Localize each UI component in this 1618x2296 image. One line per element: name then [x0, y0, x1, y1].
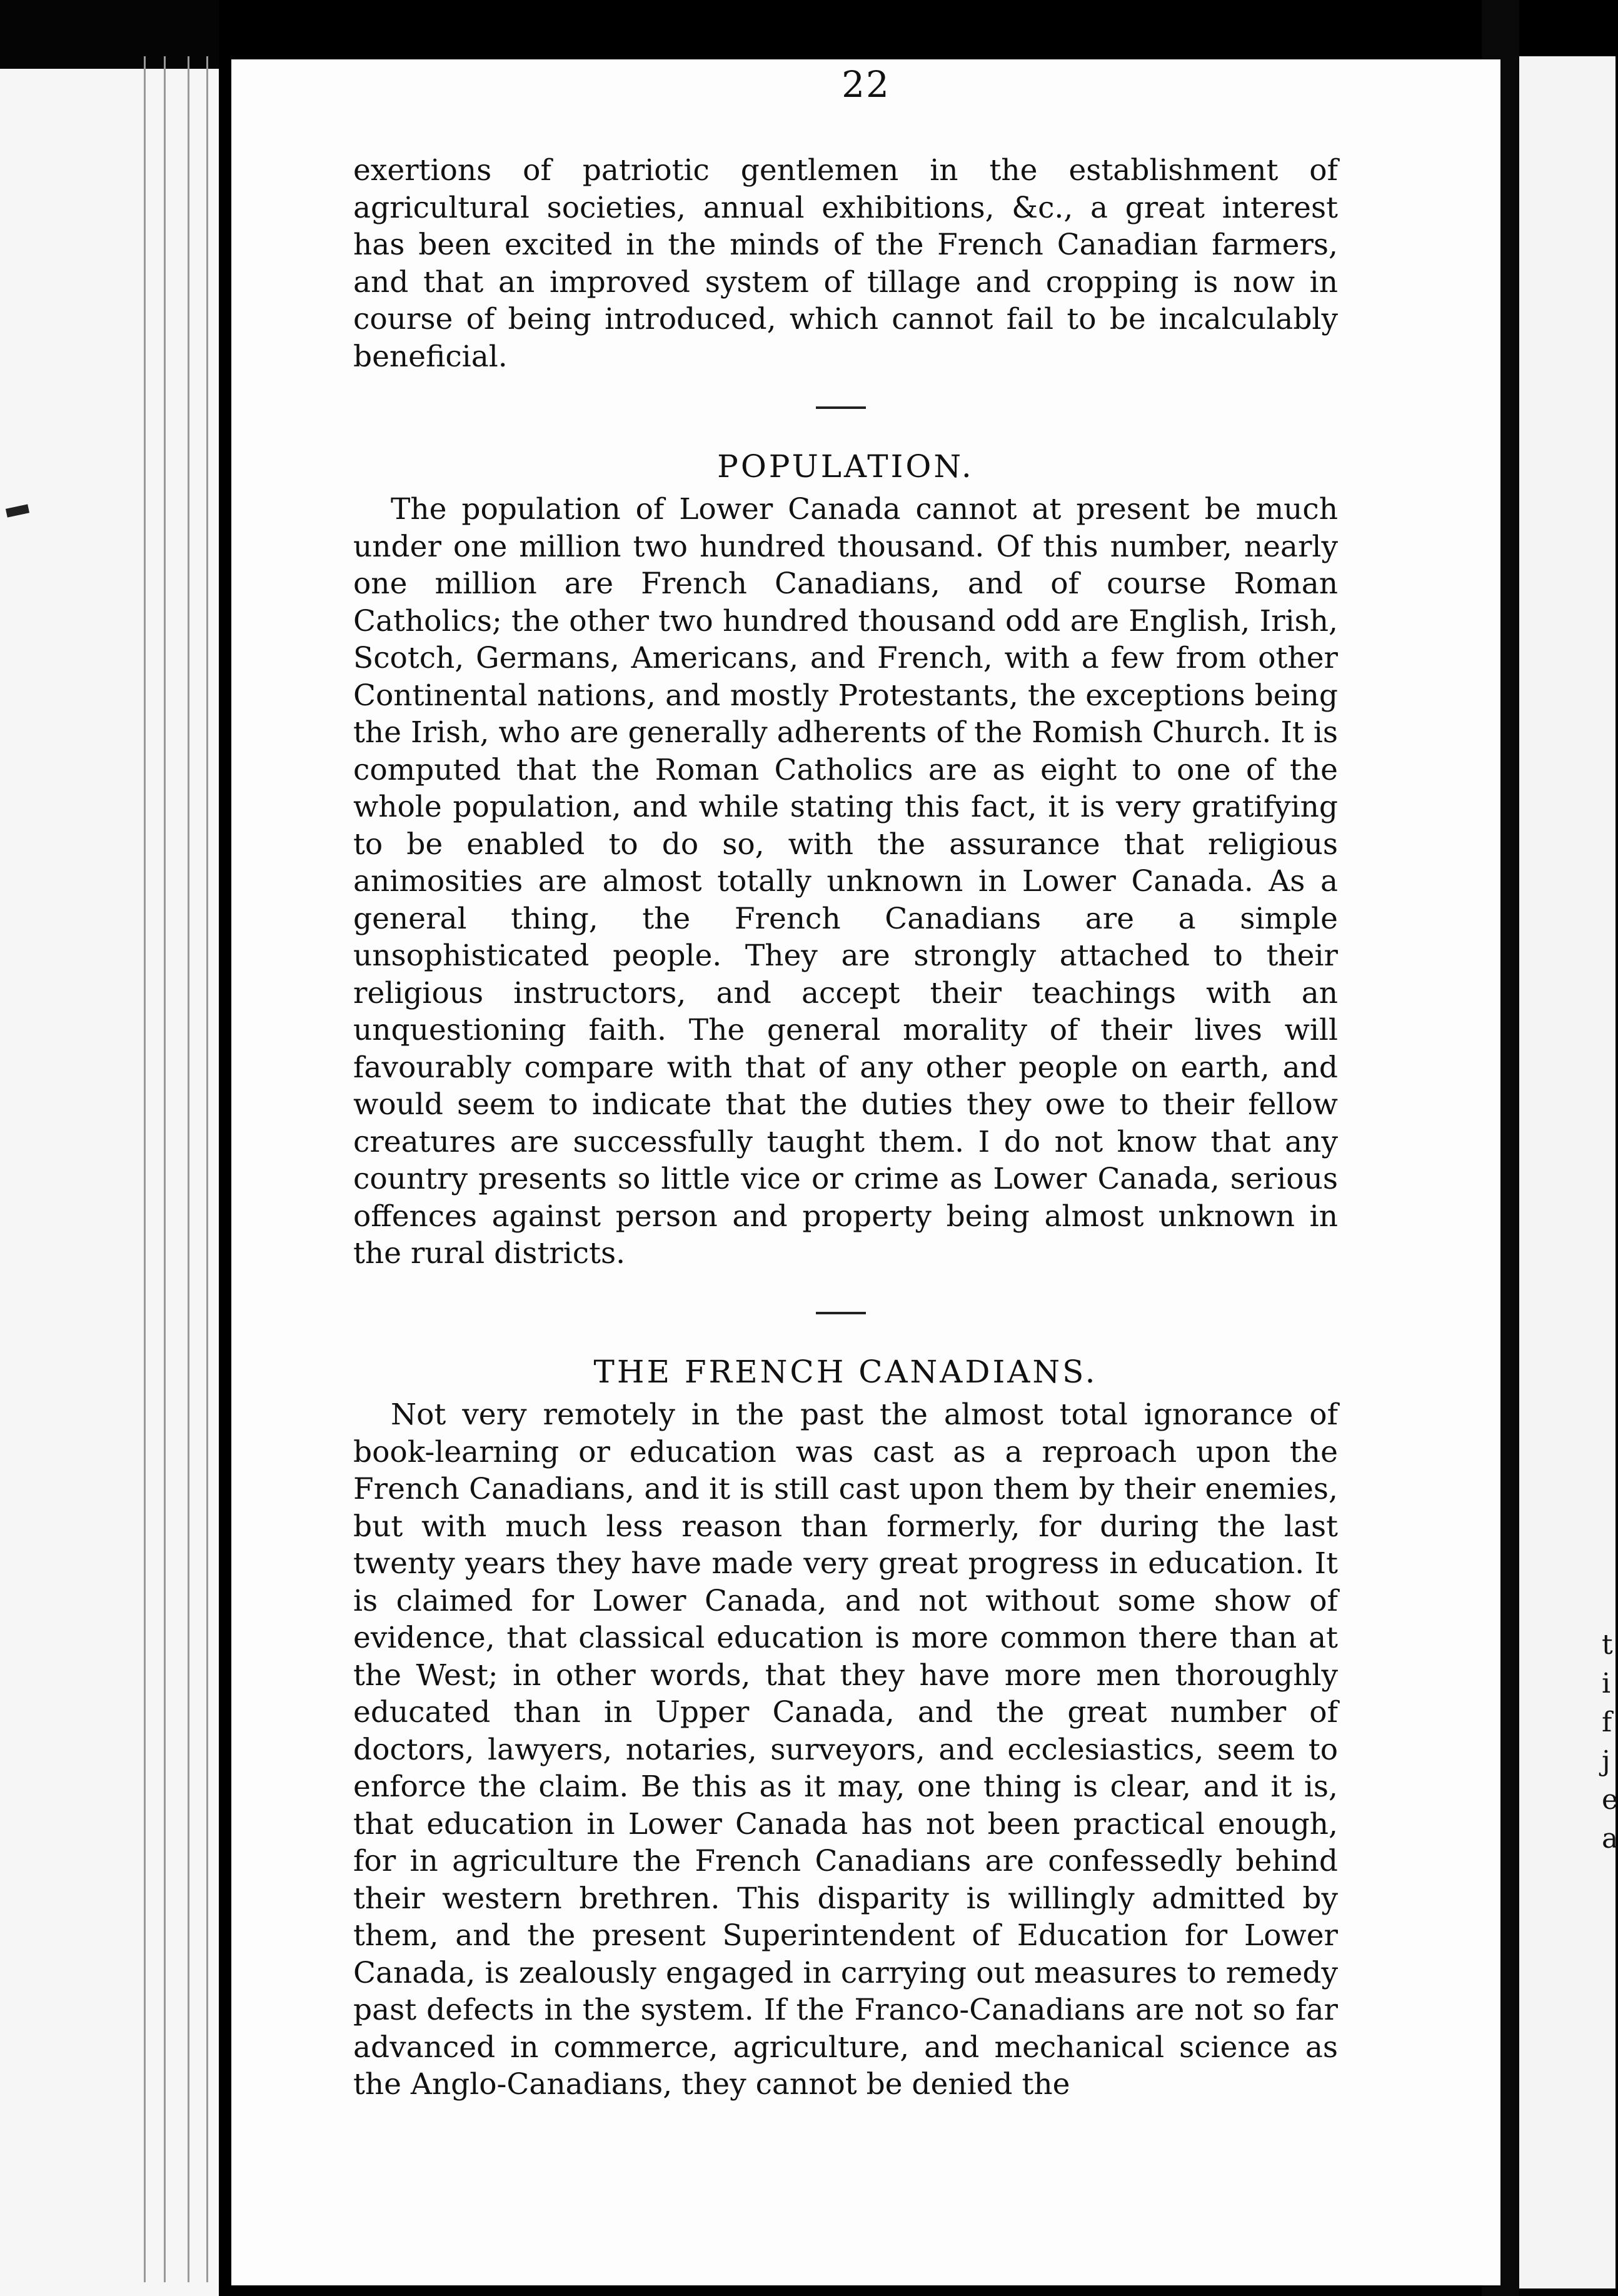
next-page-edge	[1519, 56, 1618, 2288]
next-page-fragment: a	[1602, 1823, 1618, 1855]
section-heading-french-canadians: THE FRENCH CANADIANS.	[593, 1354, 1098, 1390]
page-edge-line	[164, 56, 166, 2282]
book-gutter	[0, 0, 219, 2296]
gutter-mark	[6, 504, 29, 517]
gutter-shadow	[0, 0, 219, 69]
next-page-fragment: f	[1602, 1706, 1612, 1738]
next-page-fragment: j	[1602, 1745, 1610, 1777]
next-page-fragment: t	[1602, 1629, 1613, 1661]
next-page-fragments	[1602, 1626, 1618, 1858]
section-heading-population: POPULATION.	[717, 448, 974, 485]
intro-paragraph: exertions of patriotic gentlemen in the establishment of agricultural societies, annual exhibitions, &c., a great interest has been excited in the minds of the French Canadian farmers, and that an improved system of tillage and cropping is now in course of being introduced, which cannot fail to be incalculably beneficial.	[353, 153, 1338, 374]
french-canadians-block	[353, 1396, 1338, 2103]
section-divider	[816, 1312, 866, 1314]
page-edge-line	[206, 56, 208, 2282]
page-edge-line	[144, 56, 146, 2282]
next-page-fragment: i	[1602, 1668, 1611, 1699]
population-block	[353, 491, 1338, 1272]
intro-paragraph-block	[353, 152, 1338, 375]
book-page	[231, 59, 1500, 2285]
page-number: 22	[842, 63, 890, 106]
next-page-fragment: e	[1602, 1784, 1618, 1816]
french-canadians-paragraph: Not very remotely in the past the almost total ignorance of book-learning or education was cast as a reproach upon the French Canadians, and it is still cast upon them by their enemies, but with much less reason than formerly, for during the last twenty years they have made very great progress in education. It is claimed for Lower Canada, and not without some show of evidence, that classical education is more common there than at the West; in other words, that they have more men thoroughly educated than in Upper Canada, and the great number of doctors, lawyers, notaries, surveyors, and ecclesiastics, seem to enforce the claim. Be this as it may, one thing is clear, and it is, that education in Lower Canada has not been practical enough, for in agriculture the French Canadians are confessedly behind their western brethren. This disparity is willingly admitted by them, and the present Superintendent of Education for Lower Canada, is zealously engaged in carrying out measures to remedy past defects in the system. If the Franco-Canadians are not so far advanced in commerce, agriculture, and mechanical science as the Anglo-Canadians, they cannot be denied the	[353, 1397, 1338, 2102]
section-divider	[816, 406, 866, 409]
population-paragraph: The population of Lower Canada cannot at present be much under one million two hundred thousand. Of this number, nearly one million are French Canadians, and of course Roman Catholics; the other two hundred thousand odd are English, Irish, Scotch, Germans, Americans, and French, with a few from other Continental nations, and mostly Protestants, the exceptions being the Irish, who are generally adherents of the Romish Church. It is computed that the Roman Catholics are as eight to one of the whole population, and while stating this fact, it is very gratifying to be enabled to do so, with the assurance that religious animosities are almost totally unknown in Lower Canada. As a general thing, the French Canadians are a simple unsophisticated people. They are strongly attached to their religious instructors, and accept their teachings with an unquestioning faith. The general morality of their lives will favourably compare with that of any other people on earth, and would seem to indicate that the duties they owe to their fellow creatures are successfully taught them. I do not know that any country presents so little vice or crime as Lower Canada, serious offences against person and property being almost unknown in the rural districts.	[353, 492, 1338, 1271]
page-edge-line	[188, 56, 189, 2282]
